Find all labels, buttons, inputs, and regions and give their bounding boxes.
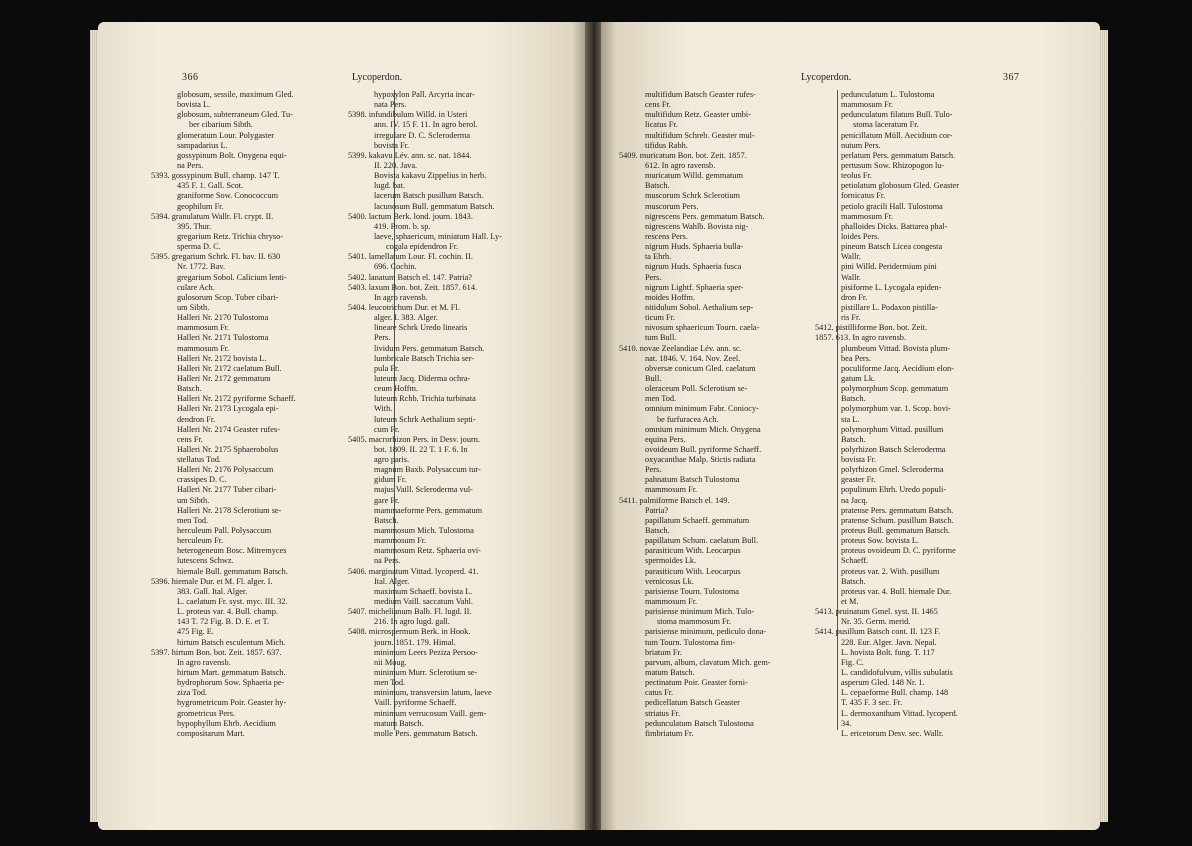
entry-line: spermoides Lk. — [645, 556, 697, 566]
column-left-1 — [151, 90, 296, 739]
entry-line: 5404. leucotrichum Dur. et M. Fl. — [348, 302, 460, 312]
entry-line: parvum, album, clavatum Mich. gem- — [645, 657, 771, 667]
entry-line: Bovista kakavu Zippelius in herb. — [374, 171, 487, 181]
entry-line: ta Ehrh. — [645, 252, 672, 262]
entry-line: geaster Fr. — [841, 475, 876, 485]
entry-line: hypophyllum Ehrb. Aecidium — [177, 718, 276, 728]
entry-line: mammosum Fr. — [841, 211, 894, 221]
entry-line: nata Pers. — [374, 100, 407, 110]
entry-line: mammosum Fr. — [645, 485, 698, 495]
entry-line: magnum Baxb. Polysaccum tur- — [374, 465, 481, 475]
entry-line: Schaeff. — [841, 556, 869, 566]
entry-line: proteus ovoideum D. C. pyriforme — [841, 546, 956, 556]
entry-line: luteum Schrk Aethalium septi- — [374, 414, 476, 424]
entry-line: 696. Cochin. — [374, 262, 417, 272]
entry-line: ris Fr. — [841, 313, 861, 323]
entry-line: nitidulum Sobol. Aethalium sep- — [645, 302, 754, 312]
entry-line: stoma mammosum Fr. — [657, 617, 731, 627]
entry-line: fimbriatum Fr. — [645, 728, 694, 738]
entry-line: Batsch. — [374, 515, 399, 525]
entry-line: lividum Pers. gemmatum Batsch. — [374, 343, 485, 353]
entry-line: agro paris. — [374, 455, 410, 465]
entry-line: penicillatum Müll. Aecidium cor- — [841, 130, 953, 140]
entry-line: luteum Jacq. Diderma ochra- — [374, 373, 471, 383]
entry-line: nigrum Huds. Sphaeria fusca — [645, 262, 742, 272]
entry-line: minimum, transversim latum, laeve — [374, 688, 492, 698]
entry-line: cum Fr. — [374, 424, 400, 434]
entry-line: herculeum Pall. Polysaccum — [177, 526, 272, 536]
entry-line: In agro ravensb. — [374, 292, 428, 302]
left-page — [98, 22, 587, 830]
entry-line: In agro ravensb. — [177, 657, 231, 667]
entry-line: Bull. — [645, 373, 662, 383]
entry-line: catus Fr. — [645, 688, 674, 698]
entry-line: phalloides Dicks. Battarea phal- — [841, 221, 948, 231]
entry-line: parisiense minimum Mich. Tulo- — [645, 607, 755, 617]
entry-line: polyrhizon Batsch Scleroderma — [841, 444, 946, 454]
entry-line: nigrescens Wahlb. Bovista nig- — [645, 221, 749, 231]
running-head: Lycoperdon. — [801, 72, 852, 83]
entry-line: matum Batsch. — [645, 668, 695, 678]
entry-line: teolus Fr. — [841, 171, 872, 181]
entry-line: Batsch. — [645, 181, 670, 191]
entry-line: L. dermoxanthum Vittad. lycoperd. — [841, 708, 958, 718]
entry-line: 5414. pusillum Batsch cont. II. 123 F. — [815, 627, 941, 637]
entry-line: be furfuracea Ach. — [657, 414, 719, 424]
entry-line: proteus Sow. bovista L. — [841, 536, 920, 546]
entry-line: ticum Fr. — [645, 313, 675, 323]
entry-line: gregarium Sobol. Calicium lenti- — [177, 272, 287, 282]
entry-line: irregulare D. C. Scleroderma — [374, 130, 471, 140]
entry-line: pectinatum Poir. Geaster forni- — [645, 678, 748, 688]
page-number: 366 — [182, 72, 199, 83]
entry-line: majus Vaill. Scleroderma vul- — [374, 485, 473, 495]
entry-line: hygrometricum Poir. Geaster hy- — [177, 698, 287, 708]
entry-line: II. 220. Java. — [374, 160, 418, 170]
entry-line: striatus Fr. — [645, 708, 681, 718]
entry-line: mammosum Fr. — [177, 343, 230, 353]
entry-line: papillatum Schum. caelatum Bull. — [645, 536, 759, 546]
entry-line: cens Fr. — [645, 100, 671, 110]
entry-line: hiemale Bull. gemmatum Batsch. — [177, 566, 288, 576]
entry-line: herculeum Fr. — [177, 536, 224, 546]
entry-line: L. hovista Bolt. fung. T. 117 — [841, 647, 935, 657]
entry-line: 216. In agro lugd. gall. — [374, 617, 450, 627]
entry-line: mammosum Fr. — [374, 536, 427, 546]
column-left-2 — [348, 90, 502, 739]
entry-line: Halleri Nr. 2178 Sclerotium se- — [177, 505, 282, 515]
entry-line: 395. Thur. — [177, 221, 212, 231]
entry-line: 5405. macrorhizon Pers. in Desv. journ. — [348, 434, 480, 444]
column-right-2 — [815, 90, 959, 739]
entry-line: parasiticum With. Leocarpus — [645, 546, 741, 556]
entry-line: polymorphum Vittad. pusillum — [841, 424, 944, 434]
entry-line: gregarium Retz. Trichia chryso- — [177, 231, 283, 241]
entry-line: stellatus Tod. — [177, 455, 221, 465]
entry-line: parasiticum With. Leocarpus — [645, 566, 741, 576]
entry-line: nigrum Lightf. Sphaeria sper- — [645, 282, 744, 292]
entry-line: 5408. microspermum Berk. in Hook. — [348, 627, 471, 637]
entry-line: Batsch. — [841, 434, 866, 444]
entry-line: proteus Bull. gemmatum Batsch. — [841, 526, 950, 536]
page-number: 367 — [1003, 72, 1020, 83]
entry-line: oleraceum Poll. Sclerotium se- — [645, 384, 748, 394]
entry-line: sta L. — [841, 414, 860, 424]
entry-line: et M. — [841, 597, 859, 607]
entry-line: grometricus Pers. — [177, 708, 236, 718]
entry-line: 5402. lanatum Batsch el. 147. Patria? — [348, 272, 472, 282]
entry-line: Halleri Nr. 2173 Lycogala epi- — [177, 404, 279, 414]
entry-line: ber cibarium Sibth. — [189, 120, 253, 130]
entry-line: 228. Eur. Alger. Javn. Nepal. — [841, 637, 937, 647]
entry-line: alger. I. 383. Alger. — [374, 313, 438, 323]
entry-line: 612. In agro ravensb. — [645, 160, 716, 170]
entry-line: Halleri Nr. 2175 Sphaerobolus — [177, 444, 279, 454]
entry-line: Pers. — [374, 333, 391, 343]
entry-line: mammaeforme Pers. gemmatum — [374, 505, 483, 515]
entry-line: Halleri Nr. 2172 pyriforme Schaeff. — [177, 394, 296, 404]
entry-line: gidum Fr. — [374, 475, 407, 485]
entry-line: ceum Hoffm. — [374, 384, 419, 394]
entry-line: muscorum Schrk Sclerotium — [645, 191, 740, 201]
entry-line: 435 F. 1. Gall. Scot. — [177, 181, 244, 191]
entry-line: L. candidofulvum, villis subulatis — [841, 668, 953, 678]
entry-line: bovista Fr. — [374, 140, 410, 150]
entry-line: bot. 1809. II. 22 T. 1 F. 6. In — [374, 444, 468, 454]
entry-line: L. ericetorum Desv. sec. Wallr. — [841, 728, 944, 738]
entry-line: asperum Gled. 148 Nr. 1. — [841, 678, 925, 688]
entry-line: bovista Fr. — [841, 455, 877, 465]
entry-line: licatus Fr. — [645, 120, 678, 130]
entry-line: men Tod. — [374, 678, 406, 688]
entry-line: um Sibth. — [177, 302, 210, 312]
entry-line: 5410. novae Zeelandiae Lév. ann. sc. — [619, 343, 742, 353]
entry-line: gulosorum Scop. Tuber cibari- — [177, 292, 279, 302]
entry-line: Halleri Nr. 2174 Geaster rufes- — [177, 424, 280, 434]
entry-line: pini Willd. Peridermium pini — [841, 262, 937, 272]
entry-line: 5412. pistilliforme Bon. bot. Zeit. — [815, 323, 927, 333]
entry-line: L. caelatum Fr. syst. myc. III. 32. — [177, 597, 288, 607]
entry-line: hydrophorum Sow. Sphaeria pe- — [177, 678, 285, 688]
entry-line: mammosum Fr. — [841, 100, 894, 110]
entry-line: 5398. infundibulum Willd. in Usteri — [348, 110, 468, 120]
entry-line: mammosum Fr. — [177, 323, 230, 333]
entry-line: men Tod. — [177, 515, 209, 525]
entry-line: 5406. marginatum Vittad. lycoperd. 41. — [348, 566, 479, 576]
entry-line: nutum Pers. — [841, 140, 881, 150]
entry-line: L. proteus var. 4. Bull. champ. — [177, 607, 278, 617]
entry-line: pineum Batsch Licea congesta — [841, 242, 943, 252]
entry-line: proteus var. 2. With. pusillum — [841, 566, 940, 576]
entry-line: nat. 1846. V. 164. Nov. Zeel. — [645, 353, 741, 363]
entry-line: plumbeum Vittad. Bovista plum- — [841, 343, 951, 353]
entry-line: Pers. — [645, 272, 662, 282]
entry-line: Halleri Nr. 2172 bovista L. — [177, 353, 267, 363]
entry-line: nii Moug. — [374, 657, 407, 667]
entry-line: 5409. muricatum Bon. bot. Zeit. 1857. — [619, 150, 747, 160]
entry-line: gossypinum Bolt. Onygena equi- — [177, 150, 287, 160]
entry-line: tum Tourn. Tulostoma fim- — [645, 637, 736, 647]
entry-line: nigrum Huds. Sphaeria bulla- — [645, 242, 744, 252]
entry-line: Batsch. — [645, 526, 670, 536]
entry-line: geophilum Fr. — [177, 201, 224, 211]
entry-line: 475 Fig. E. — [177, 627, 214, 637]
entry-line: Nr. 1772. Bav. — [177, 262, 226, 272]
entry-line: pedunculatum L. Tulostoma — [841, 90, 935, 99]
entry-line: um Sibth. — [177, 495, 210, 505]
entry-line: maximum Schaeff. bovista L. — [374, 586, 473, 596]
entry-line: sampadarius L. — [177, 140, 228, 150]
page-edge-left — [90, 30, 98, 822]
entry-line: cens Fr. — [177, 434, 203, 444]
entry-line: molle Pers. gemmatum Batsch. — [374, 728, 478, 738]
entry-line: crassipes D. C. — [177, 475, 227, 485]
entry-line: sperma D. C. — [177, 242, 221, 252]
entry-line: bovista L. — [177, 100, 211, 110]
entry-line: Halleri Nr. 2172 caelatum Bull. — [177, 363, 282, 373]
entry-line: men Tod. — [645, 394, 677, 404]
entry-line: hypoxylon Pall. Arcyria incar- — [374, 90, 475, 99]
entry-line: nivosum sphaericum Tourn. caela- — [645, 323, 760, 333]
entry-line: Patria? — [645, 505, 669, 515]
entry-line: na Jacq. — [841, 495, 868, 505]
entry-line: tum Bull. — [645, 333, 677, 343]
entry-line: luteum Rchb. Trichia turbinata — [374, 394, 476, 404]
entry-line: na Pers. — [177, 160, 204, 170]
entry-line: Halleri Nr. 2172 gemmatum — [177, 373, 271, 383]
entry-line: poculiforme Jacq. Aecidium elon- — [841, 363, 954, 373]
entry-line: parisiense minimum, pediculo dona- — [645, 627, 767, 637]
entry-line: 5400. lactum Berk. lond. journ. 1843. — [348, 211, 473, 221]
entry-line: heterogeneum Bosc. Mitremyces — [177, 546, 287, 556]
entry-line: journ. 1851. 179. Himal. — [374, 637, 456, 647]
entry-line: 419. Prom. b. sp. — [374, 221, 431, 231]
column-right-1 — [619, 90, 771, 739]
entry-line: 5399. kakavu Lév. ann. sc. nat. 1844. — [348, 150, 472, 160]
entry-line: equina Pers. — [645, 434, 686, 444]
entry-line: multifidum Schreb. Geaster mul- — [645, 130, 755, 140]
entry-line: rescens Pers. — [645, 231, 688, 241]
entry-line: obversæ conicum Gled. caelatum — [645, 363, 756, 373]
entry-line: stoma laceratum Fr. — [853, 120, 919, 130]
entry-line: With. — [374, 404, 393, 414]
entry-line: pertusum Sow. Rhizopogon lu- — [841, 160, 945, 170]
entry-line: pratense Schum. pusillum Batsch. — [841, 515, 954, 525]
entry-line: medium Vaill. saccatum Vahl. — [374, 597, 474, 607]
entry-line: minimum Leers Peziza Persoo- — [374, 647, 478, 657]
entry-line: Halleri Nr. 2171 Tulostoma — [177, 333, 269, 343]
entry-line: papillatum Schaeff. gemmatum — [645, 515, 750, 525]
entry-line: cogala epidendron Fr. — [386, 242, 459, 252]
entry-line: lacerum Batsch pusillum Batsch. — [374, 191, 484, 201]
entry-line: loides Pers. — [841, 231, 880, 241]
entry-line: lumbricale Batsch Trichia ser- — [374, 353, 475, 363]
entry-line: lutescens Schwz. — [177, 556, 234, 566]
page-edge-right — [1100, 30, 1108, 822]
entry-line: fornicatus Fr. — [841, 191, 886, 201]
entry-line: Batsch. — [841, 576, 866, 586]
entry-line: compositarum Mart. — [177, 728, 245, 738]
entry-line: multifidum Retz. Geaster umbi- — [645, 110, 751, 120]
entry-line: 5395. gregarium Schrk. Fl. bav. II. 630 — [151, 252, 281, 262]
entry-line: mammosum Retz. Sphaeria ovi- — [374, 546, 481, 556]
entry-line: pahnatum Batsch Tulostoma — [645, 475, 740, 485]
entry-line: globosum, sessile, maximum Gled. — [177, 90, 294, 99]
entry-line: proteus var. 4. Bull. hiemale Dur. — [841, 586, 952, 596]
entry-line: 5397. hirtum Bon. bot. Zeit. 1857. 637. — [151, 647, 282, 657]
entry-line: ann. IV. 15 F. 11. In agro berol. — [374, 120, 478, 130]
entry-line: Nr. 35. Germ. merid. — [841, 617, 911, 627]
entry-line: lacunosum Bull. gemmatum Batsch. — [374, 201, 495, 211]
entry-line: populinum Ehrh. Uredo populi- — [841, 485, 947, 495]
entry-line: graniforme Sow. Conococcum — [177, 191, 279, 201]
entry-line: pedunculatum filatum Bull. Tulo- — [841, 110, 953, 120]
entry-line: lugd. bat. — [374, 181, 406, 191]
entry-line: Halleri Nr. 2177 Tuber cibari- — [177, 485, 277, 495]
entry-line: omnium minimum Mich. Onygena — [645, 424, 761, 434]
entry-line: T. 435 F. 3 sec. Fr. — [841, 698, 903, 708]
entry-line: muricatum Willd. gemmatum — [645, 171, 743, 181]
entry-line: 5407. michelianum Balb. Fl. lugd. II. — [348, 607, 472, 617]
entry-line: matum Batsch. — [374, 718, 424, 728]
entry-line: 5396. hiemale Dur. et M. Fl. alger. I. — [151, 576, 273, 586]
entry-line: minimum verrucosum Vaill. gem- — [374, 708, 487, 718]
entry-line: gatum Lk. — [841, 373, 876, 383]
entry-line: moides Hoffm. — [645, 292, 696, 302]
entry-line: 5411. palmiforme Batsch el. 149. — [619, 495, 730, 505]
entry-line: culare Ach. — [177, 282, 215, 292]
entry-line: ziza Tod. — [177, 688, 208, 698]
entry-line: Ital. Alger. — [374, 576, 410, 586]
entry-line: polymorphum var. 1. Scop. bovi- — [841, 404, 951, 414]
entry-line: glomeratum Lour. Polygaster — [177, 130, 275, 140]
entry-line: globosum, subterraneum Gled. Tu- — [177, 110, 293, 120]
entry-line: pistillare L. Podaxon pistilla- — [841, 302, 938, 312]
entry-line: bea Pers. — [841, 353, 871, 363]
entry-line: Wallr. — [841, 252, 861, 262]
entry-line: perlatum Pers. gemmatum Batsch. — [841, 150, 956, 160]
entry-line: 5403. laxum Bon. bot. Zeit. 1857. 614. — [348, 282, 478, 292]
entry-line: 5401. lamellatum Lour. Fl. cochin. II. — [348, 252, 473, 262]
entry-line: nigrescens Pers. gemmatum Batsch. — [645, 211, 765, 221]
entry-line: 5393. gossypinum Bull. champ. 147 T. — [151, 171, 280, 181]
entry-line: 143 T. 72 Fig. B. D. E. et T. — [177, 617, 270, 627]
entry-line: 34. — [841, 718, 852, 728]
entry-line: pisiforme L. Lycogala epiden- — [841, 282, 942, 292]
entry-line: 5394. granulatum Wallr. Fl. crypt. II. — [151, 211, 274, 221]
entry-line: polyrhizon Gmel. Scleroderma — [841, 465, 944, 475]
entry-line: pedicellatum Batsch Geaster — [645, 698, 740, 708]
entry-line: muscorum Pers. — [645, 201, 699, 211]
entry-line: Halleri Nr. 2176 Polysaccum — [177, 465, 274, 475]
entry-line: pedunculatum Batsch Tulostoma — [645, 718, 754, 728]
entry-line: Fig. C. — [841, 657, 864, 667]
entry-line: polymorphum Scop. gemmatum — [841, 384, 949, 394]
entry-line: multifidum Batsch Geaster rufes- — [645, 90, 756, 99]
entry-line: gare Fr. — [374, 495, 400, 505]
entry-line: petiolo gracili Hall. Tulostoma — [841, 201, 943, 211]
entry-line: hirtum Mart. gemmatum Batsch. — [177, 668, 286, 678]
entry-line: Halleri Nr. 2170 Tulostoma — [177, 313, 269, 323]
entry-line: pula Fr. — [374, 363, 400, 373]
entry-line: lineare Schrk Uredo linearis — [374, 323, 468, 333]
entry-line: tifidus Rabh. — [645, 140, 688, 150]
entry-line: briatum Fr. — [645, 647, 682, 657]
entry-line: 5413. pruinatum Gmel. syst. II. 1465 — [815, 607, 938, 617]
running-head: Lycoperdon. — [352, 72, 403, 83]
entry-line: dendron Fr. — [177, 414, 216, 424]
entry-line: pratense Pers. gemmatum Batsch. — [841, 505, 954, 515]
entry-line: oxyacanthae Malp. Stictis radiata — [645, 455, 756, 465]
entry-line: mammosum Fr. — [645, 597, 698, 607]
entry-line: Wallr. — [841, 272, 861, 282]
entry-line: minimum Murr. Sclerotium se- — [374, 668, 478, 678]
right-page — [601, 22, 1100, 830]
entry-line: ovoideum Bull. pyriforme Schaeff. — [645, 444, 762, 454]
entry-line: hirtum Batsch esculentum Mich. — [177, 637, 286, 647]
entry-line: L. cepaeforme Bull. champ. 148 — [841, 688, 949, 698]
entry-line: laeve, sphaericum, miniatum Hall. Ly- — [374, 231, 502, 241]
entry-line: na Pers. — [374, 556, 401, 566]
entry-line: 383. Gall. Ital. Alger. — [177, 586, 248, 596]
entry-line: vernicosus Lk. — [645, 576, 694, 586]
entry-line: parisiense Tourn. Tulostoma — [645, 586, 739, 596]
entry-line: Batsch. — [177, 384, 202, 394]
entry-line: 1857. 613. In agro ravensb. — [815, 333, 907, 343]
entry-line: omnium minimum Fabr. Coniocy- — [645, 404, 759, 414]
entry-line: petiolatum globosum Gled. Geaster — [841, 181, 959, 191]
entry-line: mammosum Mich. Tulostoma — [374, 526, 474, 536]
entry-line: dron Fr. — [841, 292, 868, 302]
entry-line: Batsch. — [841, 394, 866, 404]
entry-line: Vaill. pyriforme Schaeff. — [374, 698, 457, 708]
entry-line: Pers. — [645, 465, 662, 475]
